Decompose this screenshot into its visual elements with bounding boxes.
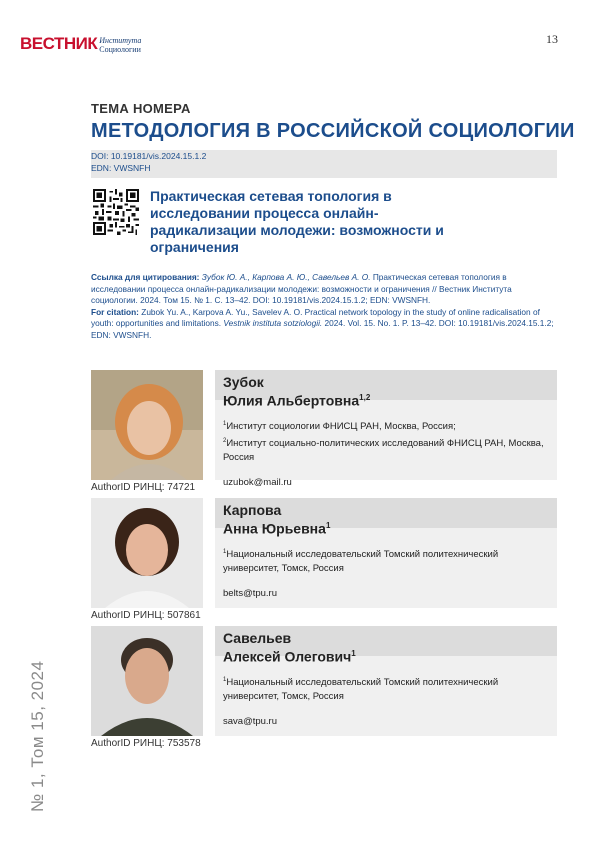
author-surname: Карпова (223, 502, 282, 518)
aff-text: Национальный исследовательский Томский политехнический университет, Томск, Россия (223, 676, 499, 702)
author-email[interactable]: sava@tpu.ru (223, 715, 278, 727)
author-email[interactable]: uzubok@mail.ru (223, 476, 292, 488)
author-photo (91, 626, 203, 736)
citation-en-label: For citation: (91, 306, 139, 317)
author-info (215, 370, 557, 488)
citation-ru-text: Практическая сетевая топология в исследовании процесса онлайн-радикализации молодежи: возможности и ограничения // Вестник Института социологии. 2024. Том 15. № 1. С. 13–42. DOI: 10.19181/vis.2024.15.1.2; EDN: VWSNFH. (91, 272, 512, 305)
author-sup: 1 (351, 649, 356, 658)
page-number: 13 (546, 32, 558, 46)
citation-ru-authors: Зубок Ю. А., Карпова А. Ю., Савельев А. О. (201, 272, 371, 282)
section-label: ТЕМА НОМЕРА (91, 101, 191, 116)
author-photo (91, 370, 203, 480)
citation-block (91, 272, 559, 341)
author-affiliation (215, 409, 557, 465)
citation-en-tail: 2024. Vol. 15. No. 1. P. 13–42. DOI: 10.19181/vis.2024.15.1.2; EDN: VWSNFH. (91, 318, 554, 340)
author-info (215, 626, 557, 736)
doi-link[interactable]: DOI: 10.19181/vis.2024.15.1.2 (91, 151, 207, 161)
citation-en-journal: Vestnik instituta sotziologii. (223, 318, 323, 328)
logo-sub-line-1: Института (99, 36, 142, 45)
aff-text: Национальный исследовательский Томский политехнический университет, Томск, Россия (223, 548, 499, 574)
author-given-name: Алексей Олегович (223, 648, 352, 665)
author-id: AuthorID РИНЦ: 74721 (91, 482, 196, 493)
author-surname: Зубок (223, 374, 264, 390)
article-title: Практическая сетевая топология в исследовании процесса онлайн-радикализации молодежи: возможности и ограничения (150, 188, 444, 255)
author-id: AuthorID РИНЦ: 753578 (91, 738, 201, 749)
aff-sup: 2 (223, 437, 227, 444)
author-sup: 1,2 (359, 393, 371, 402)
author-name (215, 626, 557, 665)
citation-ru-label: Ссылка для цитирования: (91, 272, 200, 282)
author-given-name: Анна Юрьевна (223, 520, 326, 537)
author-card (91, 498, 557, 622)
logo-main-text: ВЕСТНИК (20, 34, 98, 53)
aff-sup: 1 (223, 420, 227, 427)
aff-sup: 1 (223, 676, 227, 683)
author-name (215, 370, 557, 409)
author-given-name: Юлия Альбертовна (223, 392, 360, 409)
aff-text: Институт социологии ФНИСЦ РАН, Москва, Россия; (226, 420, 456, 432)
aff-text: Институт социально-политических исследований ФНИСЦ РАН, Москва, Россия (223, 437, 544, 463)
citation-en (91, 307, 559, 342)
author-info (215, 498, 557, 608)
logo-sub-line-2: Социологии (99, 45, 141, 54)
section-title: МЕТОДОЛОГИЯ В РОССИЙСКОЙ СОЦИОЛОГИИ (91, 120, 575, 142)
journal-logo (20, 34, 141, 54)
citation-ru (91, 272, 559, 307)
edn-text: EDN: VWSNFH (91, 163, 151, 173)
author-photo (91, 498, 203, 608)
logo-sub-text (99, 36, 141, 54)
qr-code-icon (93, 189, 139, 235)
author-name (215, 498, 557, 537)
author-card (91, 626, 557, 750)
author-id: AuthorID РИНЦ: 507861 (91, 610, 201, 621)
author-surname: Савельев (223, 630, 292, 646)
doi-box (91, 150, 557, 178)
author-affiliation (215, 537, 557, 576)
citation-en-text: Zubok Yu. A., Karpova A. Yu., Savelev A. O. Practical network topology in the study of online radicalisation of youth: opportunities and limitations. (91, 306, 540, 328)
issue-side-label: № 1, Том 15, 2024 (28, 660, 47, 812)
author-email[interactable]: belts@tpu.ru (223, 587, 278, 599)
author-sup: 1 (325, 521, 331, 530)
aff-sup: 1 (223, 548, 227, 555)
author-affiliation (215, 665, 557, 704)
author-card (91, 370, 557, 494)
